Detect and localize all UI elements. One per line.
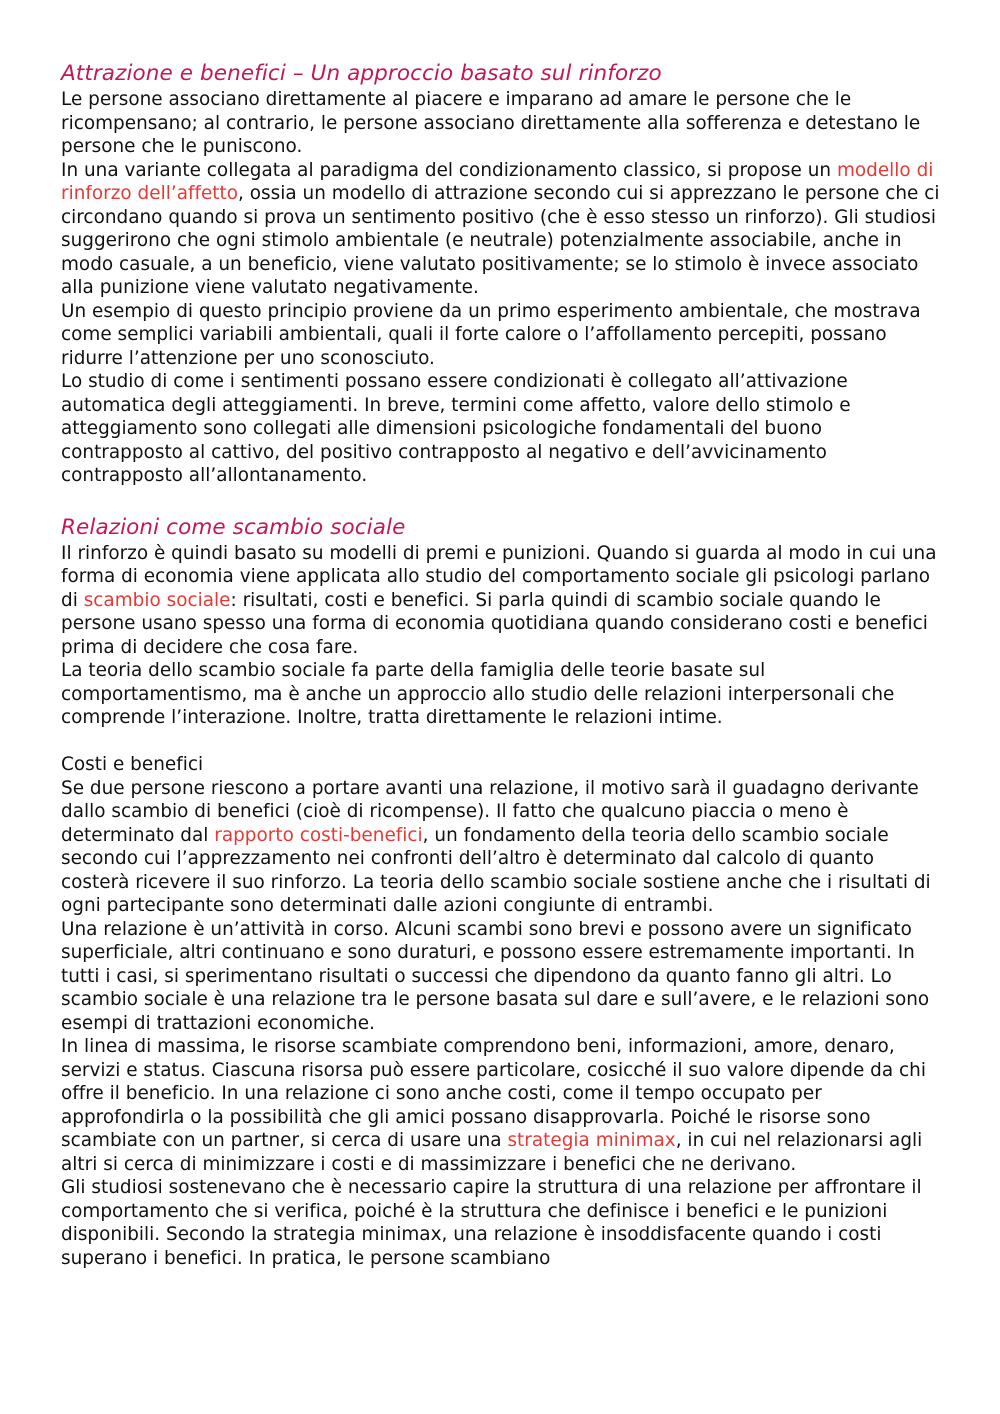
spacer: [61, 730, 942, 754]
spacer: [61, 488, 942, 514]
subheading-costi-benefici: Costi e benefici: [61, 754, 204, 775]
paragraph: In una variante collegata al paradigma del condizionamento classico, si propose un modello di rinforzo dell’affetto, ossia un modello di attrazione secondo cui si apprezzano le persone che ci circondano quando si prova un sentimento positivo (che è esso stesso un rinforzo). Gli studiosi suggerirono che ogni stimolo ambientale (e neutrale) potenzialmente associabile, anche in modo casuale, a un beneficio, viene valutato positivamente; se lo stimolo è invece associato alla punizione viene valutato negativamente.: [61, 159, 940, 298]
highlighted-term: scambio sociale: [83, 589, 231, 611]
section-heading-scambio-sociale: Relazioni come scambio sociale: [61, 514, 406, 540]
paragraph: Il rinforzo è quindi basato su modelli di premi e punizioni. Quando si guarda al modo in cui una forma di economia viene applicata allo studio del comportamento sociale gli psicologi parlano di scambio sociale: risultati, costi e benefici. Si parla quindi di scambio sociale quando le persone usano spesso una forma di economia quotidiana quando considerano costi e benefici prima di decidere che cosa fare.: [61, 542, 937, 658]
highlighted-term: rapporto costi-benefici: [214, 824, 423, 846]
paragraph: In linea di massima, le risorse scambiate comprendono beni, informazioni, amore, denaro, servizi e status. Ciascuna risorsa può essere particolare, cosicché il suo valore dipende da chi offre il beneficio. In una relazione ci sono anche costi, come il tempo occupato per approfondirla o la possibilità che gli amici possano disapprovarla. Poiché le risorse sono scambiate con un partner, si cerca di usare una strategia minimax, in cui nel relazionarsi agli altri si cerca di minimizzare i costi e di massimizzare i benefici che ne derivano.: [61, 1036, 926, 1175]
paragraph: Un esempio di questo principio proviene da un primo esperimento ambientale, che mostrava come semplici variabili ambientali, quali il forte calore o l’affollamento percepiti, possano ridurre l’attenzione per uno sconosciuto.: [61, 300, 921, 369]
paragraph: La teoria dello scambio sociale fa parte della famiglia delle teorie basate sul comportamentismo, ma è anche un approccio allo studio delle relazioni interpersonali che comprende l’interazione. Inoltre, tratta direttamente le relazioni intime.: [61, 660, 895, 728]
paragraph: Gli studiosi sostenevano che è necessario capire la struttura di una relazione per affrontare il comportamento che si verifica, poiché è la struttura che definisce i benefici e le punizioni disponibili. Secondo la strategia minimax, una relazione è insoddisfacente quando i costi superano i benefici. In pratica, le persone scambiano: [61, 1177, 922, 1269]
paragraph: Le persone associano direttamente al piacere e imparano ad amare le persone che le ricompensano; al contrario, le persone associano direttamente alla sofferenza e detestano le persone che le puniscono.: [61, 89, 921, 157]
paragraph: Se due persone riescono a portare avanti una relazione, il motivo sarà il guadagno derivante dallo scambio di benefici (cioè di ricompense). Il fatto che qualcuno piaccia o meno è determinato dal rapporto costi-benefici, un fondamento della teoria dello scambio sociale secondo cui l’apprezzamento nei confronti dell’altro è determinato dal calcolo di quanto costerà ricevere il suo rinforzo. La teoria dello scambio sociale sostiene anche che i risultati di ogni partecipante sono determinati dalle azioni congiunte di entrambi.: [61, 777, 931, 916]
paragraph: Una relazione è un’attività in corso. Alcuni scambi sono brevi e possono avere un significato superficiale, altri continuano e sono duraturi, e possono essere estremamente importanti. In tutti i casi, si sperimentano risultati o successi che dipendono da quanto fanno gli altri. Lo scambio sociale è una relazione tra le persone basata sul dare e sull’avere, e le relazioni sono esempi di trattazioni economiche.: [61, 918, 930, 1034]
paragraph: Lo studio di come i sentimenti possano essere condizionati è collegato all’attivazione automatica degli atteggiamenti. In breve, termini come affetto, valore dello stimolo e atteggiamento sono collegati alle dimensioni psicologiche fondamentali del buono contrapposto al cattivo, del positivo contrapposto al negativo e dell’avvicinamento contrapposto all’allontanamento.: [61, 371, 851, 486]
highlighted-term: modello di rinforzo dell’affetto: [61, 159, 934, 204]
highlighted-term: strategia minimax: [507, 1130, 676, 1151]
section-heading-attrazione: Attrazione e benefici – Un approccio basato sul rinforzo: [61, 61, 662, 86]
